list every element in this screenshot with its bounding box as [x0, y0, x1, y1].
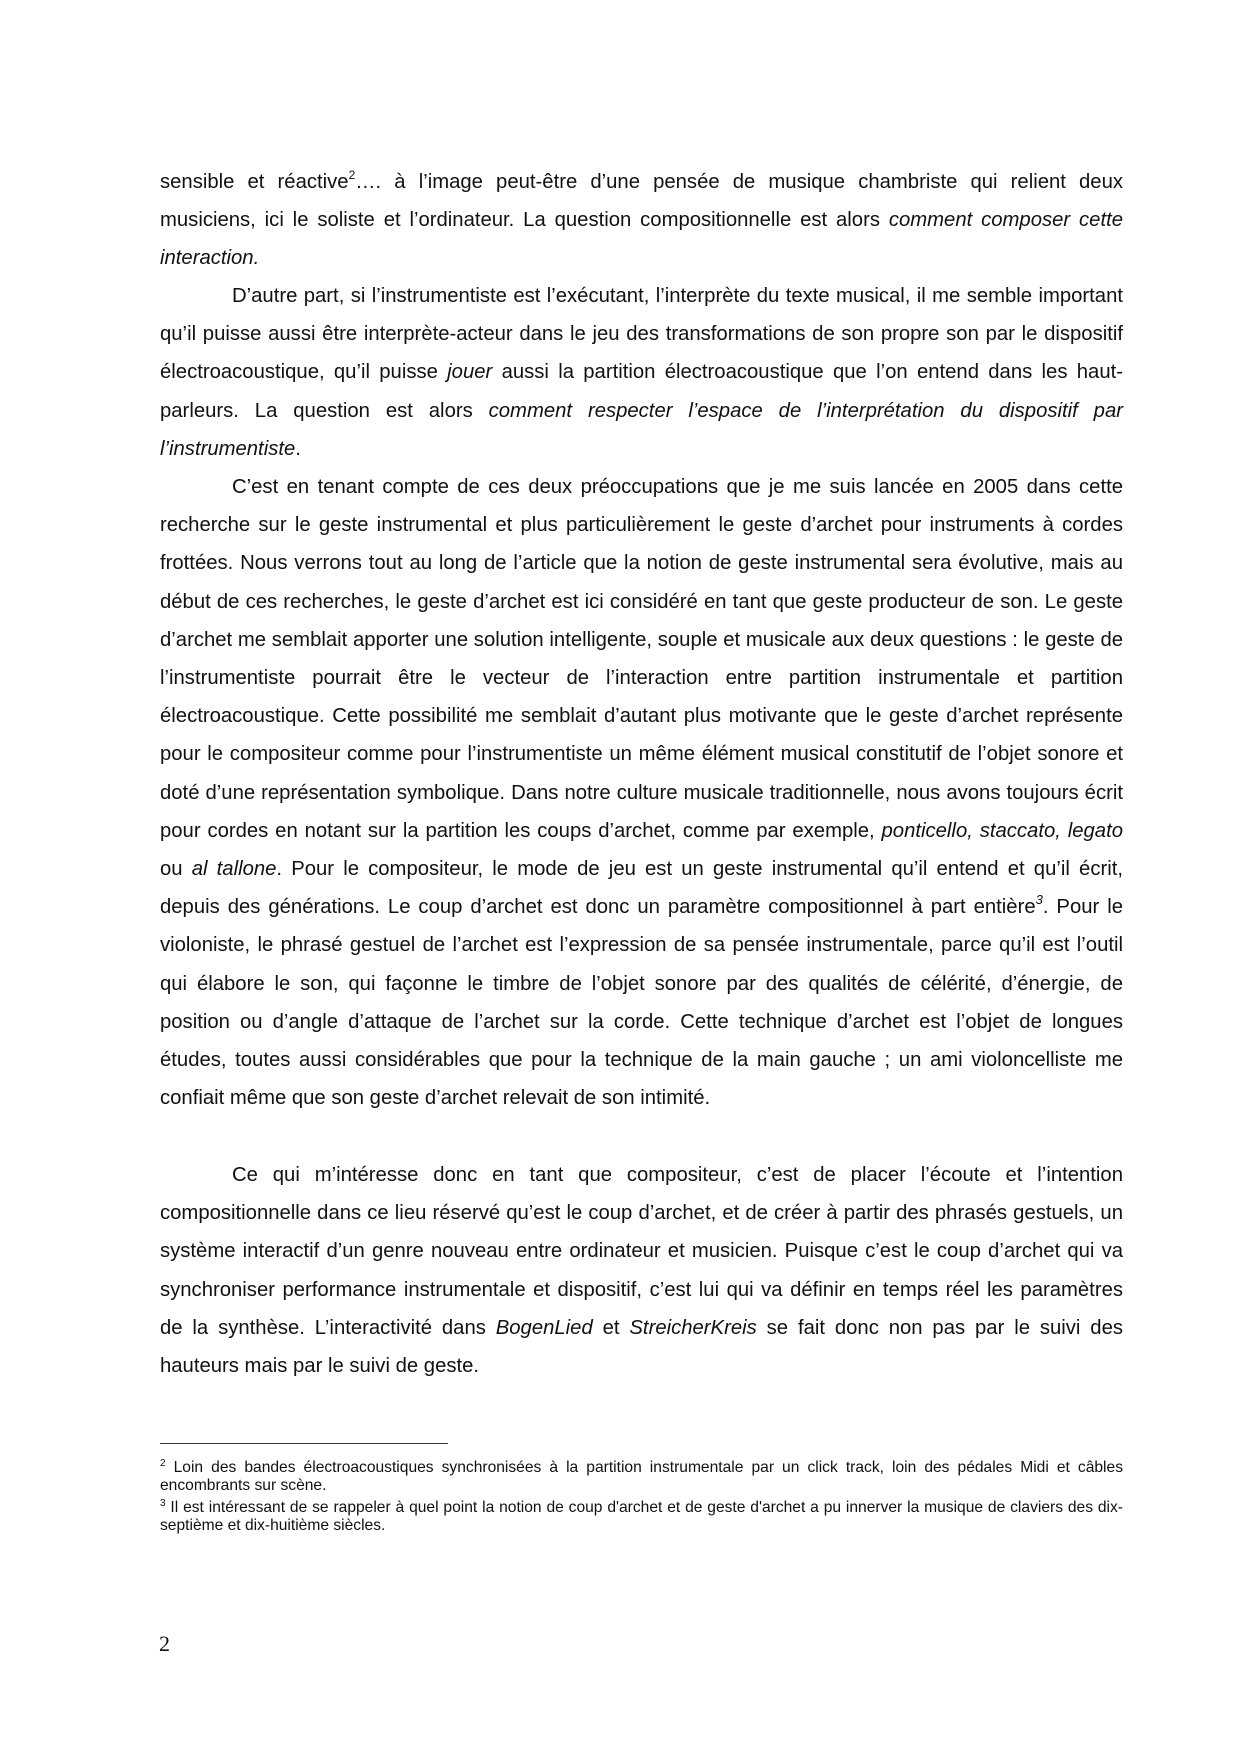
footnote-ref-3[interactable]: 3: [1035, 892, 1043, 908]
paragraph-text: D’autre part, si l’instrumentiste est l’exécutant, l’interprète du texte musical, il me semble important qu’il puisse aussi être interprète-acteur dans le jeu des transformations de son propre son par le dispositif électroacoustique, qu’il puisse: [160, 285, 1123, 384]
paragraph-text: et: [592, 1316, 630, 1339]
footnote-number: 3: [160, 1498, 166, 1509]
footnote-2: [160, 1459, 1123, 1494]
page-number: 2: [159, 1631, 170, 1656]
paragraph-text: .: [295, 437, 301, 460]
paragraph-text: . Pour le violoniste, le phrasé gestuel de l’archet est l’expression de sa pensée instrumentale, parce qu’il est l’outil qui élabore le son, qui façonne le timbre de l’objet sonore par des qualités de célérité, d’énergie, de position ou d’angle d’attaque de l’archet sur la corde. Cette technique d’archet est l’objet de longues études, toutes aussi considérables que pour la technique de la main gauche ; un ami violoncelliste me confiait même que son geste d’archet relevait de son intimité.: [160, 896, 1123, 1110]
paragraph-text: . Pour le compositeur, le mode de jeu est un geste instrumental qu’il entend et qu’il écrit, depuis des générations. Le coup d’archet est donc un paramètre compositionnel à part entière: [160, 858, 1123, 919]
emphasis-text: ponticello, staccato, legato: [881, 819, 1123, 842]
emphasis-text: jouer: [447, 361, 493, 384]
footnote-ref-2[interactable]: 2: [348, 168, 356, 182]
paragraph-1: [160, 163, 1123, 278]
paragraph-2: [160, 277, 1123, 468]
footnote-text: Il est intéressant de se rappeler à quel point la notion de coup d'archet et de geste d'archet a pu innerver la musique de claviers des dix-septième et dix-huitième siècles.: [160, 1499, 1123, 1534]
work-title: StreicherKreis: [629, 1316, 757, 1339]
paragraph-text: aussi la partition électroacoustique que l’on entend dans les haut-parleurs. La question est alors: [160, 361, 1123, 422]
paragraph-3: [160, 468, 1123, 1117]
emphasis-text: al tallone: [191, 858, 277, 881]
paragraph-text: sensible et réactive: [160, 171, 349, 193]
paragraph-text: ou: [160, 858, 192, 881]
paragraph-text: se fait donc non pas par le suivi des hauteurs mais par le suivi de geste.: [160, 1316, 1123, 1378]
paragraph-4: [160, 1156, 1123, 1385]
work-title: BogenLied: [495, 1316, 593, 1339]
emphasis-text: comment composer cette interaction.: [160, 209, 1123, 270]
footnote-number: 2: [160, 1458, 166, 1469]
paragraph-text: C’est en tenant compte de ces deux préoccupations que je me suis lancée en 2005 dans cette recherche sur le geste instrumental et plus particulièrement le geste d’archet pour instruments à cordes frottées. Nous verrons tout au long de l’article que la notion de geste instrumental sera évolutive, mais au début de ces recherches, le geste d’archet est ici considéré en tant que geste producteur de son. Le geste d’archet me semblait apporter une solution intelligente, souple et musicale aux deux questions : le geste de l’instrumentiste pourrait être le vecteur de l’interaction entre partition instrumentale et partition électroacoustique. Cette possibilité me semblait d’autant plus motivante que le geste d’archet représente pour le compositeur comme pour l’instrumentiste un même élément musical constitutif de l’objet sonore et doté d’une représentation symbolique. Dans notre culture musicale traditionnelle, nous avons toujours écrit pour cordes en notant sur la partition les coups d’archet, comme par exemple,: [160, 476, 1123, 842]
paragraph-text: …. à l’image peut-être d’une pensée de musique chambriste qui relient deux musiciens, ici le soliste et l’ordinateur. La question compositionnelle est alors: [160, 171, 1124, 232]
paragraph-text: Ce qui m’intéresse donc en tant que compositeur, c’est de placer l’écoute et l’intention compositionnelle dans ce lieu réservé qu’est le coup d’archet, et de créer à partir des phrasés gestuels, un système interactif d’un genre nouveau entre ordinateur et musicien. Puisque c’est le coup d’archet qui va synchroniser performance instrumentale et dispositif, c’est lui qui va définir en temps réel les paramètres de la synthèse. L’interactivité dans: [160, 1164, 1123, 1339]
footnote-3: [160, 1499, 1123, 1534]
emphasis-text: comment respecter l’espace de l’interprétation du dispositif par l’instrumentiste: [160, 399, 1123, 460]
footnote-separator: [160, 1443, 448, 1444]
footnote-text: Loin des bandes électroacoustiques synchronisées à la partition instrumentale par un click track, loin des pédales Midi et câbles encombrants sur scène.: [160, 1459, 1123, 1494]
